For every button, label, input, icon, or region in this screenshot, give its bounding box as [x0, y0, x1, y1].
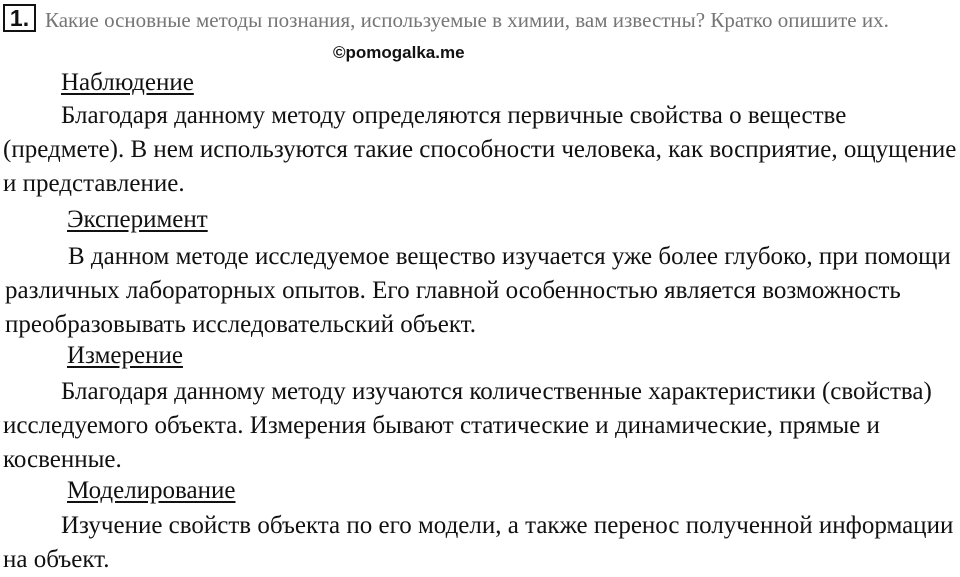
section-text-observation: Благодаря данному методу определяются первичные свойства о веществе (предмете). В нем используются такие способности человека, как восприятие, ощущение и представление. — [3, 102, 957, 197]
section-heading-measurement: Измерение — [67, 342, 183, 369]
section-heading-modeling: Моделирование — [67, 477, 236, 504]
section-text-measurement: Благодаря данному методу изучаются количественные характеристики (свойства) исследуемого объекта. Измерения бывают статические и динамические, прямые и косвенные. — [3, 378, 932, 473]
question-number: 1. — [3, 4, 36, 32]
watermark: ©pomogalka.me — [333, 43, 465, 62]
section-heading-experiment: Эксперимент — [67, 206, 208, 233]
section-text-experiment: В данном методе исследуемое вещество изучается уже более глубоко, при помощи различных лабораторных опытов. Его главной особенностью является возможность преобразовывать исследовательский объект. — [5, 243, 951, 338]
question-text: Какие основные методы познания, используемые в химии, вам известны? Кратко опишите их. — [45, 8, 889, 32]
section-text-modeling: Изучение свойств объекта по его модели, а также перенос полученной информации на объект. — [3, 512, 954, 573]
section-heading-observation: Наблюдение — [61, 69, 194, 96]
